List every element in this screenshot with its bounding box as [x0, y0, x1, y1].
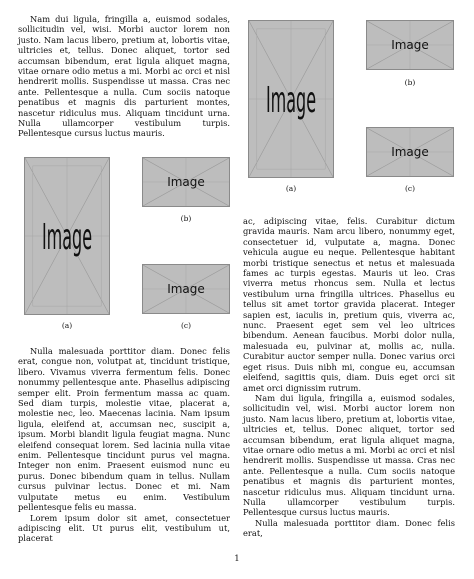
page-number: 1: [234, 554, 240, 564]
image-label: Image: [391, 145, 429, 159]
caption-c-left: (c): [180, 321, 192, 330]
right-column-text: [243, 216, 455, 539]
image-placeholder-a-left: [24, 157, 110, 315]
paragraph: Nam dui ligula, fringilla a, euismod sodales, sollicitudin vel, wisi. Morbi auctor lorem non justo. Nam lacus libero, pretium at, lobortis vitae, ultricies et, tellus. Donec aliquet, tortor sed accumsan bibendum, erat ligula aliquet magna, vitae ornare odio metus a mi. Morbi ac orci et nisl hendrerit mollis. Suspendisse ut massa. Cras nec ante. Pellentesque a nulla. Cum sociis natoque penatibus et magnis dis parturient montes, nascetur ridiculus mus. Aliquam tincidunt urna. Nulla ullamcorper vestibulum turpis. Pellentesque cursus luctus mauris.: [18, 14, 230, 139]
image-label: Image: [265, 78, 317, 120]
image-placeholder-a-right: [248, 20, 334, 178]
caption-b-left: (b): [180, 214, 192, 223]
image-label: Image: [167, 282, 205, 296]
paragraph: Nulla malesuada porttitor diam. Donec felis erat, congue non, volutpat at, tincidunt tristique, libero. Vivamus viverra fermentum felis. Donec nonummy pellentesque ante. Phasellus adipiscing semper elit. Proin fermentum massa ac quam. Sed diam turpis, molestie vitae, placerat a, molestie nec, leo. Maecenas lacinia. Nam ipsum ligula, eleifend at, accumsan nec, suscipit a, ipsum. Morbi blandit ligula feugiat magna. Nunc eleifend consequat lorem. Sed lacinia nulla vitae enim. Pellentesque tincidunt purus vel magna. Integer non enim. Praesent euismod nunc eu purus. Donec bibendum quam in tellus. Nullam cursus pulvinar lectus. Donec et mi. Nam vulputate metus eu enim. Vestibulum pellentesque felis eu massa.: [18, 346, 230, 513]
caption-a-right: (a): [285, 184, 297, 193]
caption-b-right: (b): [404, 78, 416, 87]
paragraph: Lorem ipsum dolor sit amet, consectetuer adipiscing elit. Ut purus elit, vestibulum ut, placerat: [18, 512, 230, 544]
left-column-bottom-text: [18, 346, 230, 544]
image-label: Image: [167, 175, 205, 189]
paragraph: ac, adipiscing vitae, felis. Curabitur dictum gravida mauris. Nam arcu libero, nonummy eget, consectetuer id, vulputate a, magna. Donec vehicula augue eu neque. Pellentesque habitant morbi tristique senectus et netus et malesuada fames ac turpis egestas. Mauris ut leo. Cras viverra metus rhoncus sem. Nulla et lectus vestibulum urna fringilla ultrices. Phasellus eu tellus sit amet tortor gravida placerat. Integer sapien est, iaculis in, pretium quis, viverra ac, nunc. Praesent eget sem vel leo ultrices bibendum. Aenean faucibus. Morbi dolor nulla, malesuada eu, pulvinar at, mollis ac, nulla. Curabitur auctor semper nulla. Donec varius orci eget risus. Duis nibh mi, congue eu, accumsan eleifend, sagittis quis, diam. Duis eget orci sit amet orci dignissim rutrum.: [243, 216, 455, 393]
image-placeholder-b-left: [142, 157, 230, 207]
caption-a-left: (a): [61, 321, 73, 330]
image-label: Image: [391, 38, 429, 52]
image-placeholder-b-right: [366, 20, 454, 70]
paragraph: Nam dui ligula, fringilla a, euismod sodales, sollicitudin vel, wisi. Morbi auctor lorem non justo. Nam lacus libero, pretium at, lobortis vitae, ultricies et, tellus. Donec aliquet, tortor sed accumsan bibendum, erat ligula aliquet magna, vitae ornare odio metus a mi. Morbi ac orci et nisl hendrerit mollis. Suspendisse ut massa. Cras nec ante. Pellentesque a nulla. Cum sociis natoque penatibus et magnis dis parturient montes, nascetur ridiculus mus. Aliquam tincidunt urna. Nulla ullamcorper vestibulum turpis. Pellentesque cursus luctus mauris.: [243, 392, 455, 518]
left-column-top-text: [18, 14, 230, 139]
image-placeholder-c-left: [142, 264, 230, 314]
image-placeholder-c-right: [366, 127, 454, 177]
caption-c-right: (c): [404, 184, 416, 193]
image-label: Image: [41, 215, 93, 257]
paragraph: Nulla malesuada porttitor diam. Donec felis erat,: [243, 517, 455, 539]
